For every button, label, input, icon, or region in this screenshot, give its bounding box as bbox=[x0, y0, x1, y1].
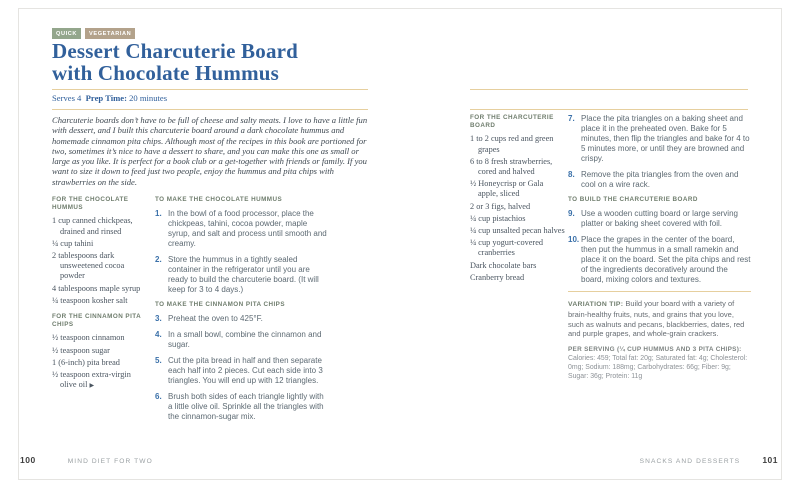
recipe-title-line1: Dessert Charcuterie Board bbox=[52, 39, 299, 63]
step-number: 9. bbox=[568, 209, 575, 219]
per-serving-label: PER SERVING (¼ CUP HUMMUS AND 3 PITA CHIPS): bbox=[568, 346, 742, 354]
step-item bbox=[155, 314, 328, 324]
step-text: In the bowl of a food processor, place the chickpeas, tahini, cocoa powder, maple syrup, and salt and process until smooth and creamy. bbox=[168, 209, 327, 249]
method-header-make-pita-chips: TO MAKE THE CINNAMON PITA CHIPS bbox=[155, 301, 285, 309]
ingredient-item: ½ teaspoon sugar bbox=[52, 345, 110, 355]
variation-tip-text: Build your board with a variety of brain-healthy fruits, nuts, and grains that you love, such as walnuts and pecans, blackberries, dates, red and purple grapes, and whole-grain crackers. bbox=[568, 299, 745, 339]
ingredient-item: ½ teaspoon cinnamon bbox=[52, 333, 125, 343]
recipe-badges bbox=[52, 28, 135, 39]
step-number: 10. bbox=[568, 235, 580, 245]
step-item bbox=[568, 114, 751, 164]
ingredient-text: ½ teaspoon extra-virgin olive oil bbox=[52, 370, 131, 390]
step-number: 5. bbox=[155, 356, 162, 366]
gold-rule-tip bbox=[568, 291, 751, 292]
variation-tip-label: VARIATION TIP: bbox=[568, 301, 624, 309]
method-header-build-board: TO BUILD THE CHARCUTERIE BOARD bbox=[568, 196, 698, 203]
gold-rule-bottom bbox=[52, 109, 368, 110]
ingredient-item bbox=[52, 370, 148, 391]
recipe-intro: Charcuterie boards don’t have to be full of cheese and salty meats. I love to have a little fun with dessert, and I built this charcuterie board around a dark chocolate hummus and homemade cinnamon pita chips. Although most of the recipes in this book are portioned for two, sometimes it’s nice to have a dessert to share, and you can make this one as small or large as you like. It is perfect for a book club or a get-together with friends or family. If you want to size it down to feed just two people, enjoy the hummus and pita chips with strawberries on the side. bbox=[52, 115, 368, 187]
section-header-chocolate-hummus: FOR THE CHOCOLATE HUMMUS bbox=[52, 196, 129, 212]
ingredient-item: ¼ cup yogurt-covered cranberries bbox=[470, 238, 544, 258]
gold-rule-right-top bbox=[470, 89, 748, 90]
per-serving-text: Calories: 459; Total fat: 20g; Saturated fat: 4g; Cholesterol: 0mg; Sodium: 188mg; Carbohydrates: 66g; Fiber: 9g; Sugar: 36g; Protein: 11g bbox=[568, 354, 748, 380]
step-text: Cut the pita bread in half and then separate each half into 2 pieces. Cut each side into 3 triangles. You will end up with 12 triangles. bbox=[168, 356, 323, 386]
right-ingredients-column bbox=[470, 114, 565, 285]
step-item bbox=[155, 209, 328, 249]
section-header-cinnamon-pita-chips: FOR THE CINNAMON PITA CHIPS bbox=[52, 313, 141, 329]
right-method-column bbox=[568, 114, 751, 382]
recipe-title-line2: with Chocolate Hummus bbox=[52, 60, 280, 85]
right-page-number: 101 bbox=[762, 455, 778, 465]
recipe-title bbox=[52, 41, 372, 84]
gold-rule-right-bottom bbox=[470, 109, 748, 110]
serves-label: Serves 4 bbox=[52, 93, 82, 103]
step-text: Use a wooden cutting board or large serving platter or baking sheet covered with foil. bbox=[581, 209, 738, 229]
right-page-footer bbox=[640, 455, 778, 465]
step-item bbox=[155, 392, 328, 422]
ingredient-item: 2 or 3 figs, halved bbox=[470, 201, 531, 211]
left-page-footer bbox=[20, 455, 153, 465]
step-item bbox=[155, 356, 328, 386]
prep-time-value: 20 minutes bbox=[129, 93, 168, 103]
step-text: Brush both sides of each triangle lightly with a little olive oil. Sprinkle all the triangles with the cinnamon-sugar mix. bbox=[168, 392, 324, 422]
left-running-head: MIND DIET FOR TWO bbox=[67, 458, 153, 465]
ingredient-item: 4 tablespoons maple syrup bbox=[52, 283, 141, 293]
ingredient-item: 1 to 2 cups red and green grapes bbox=[470, 134, 554, 154]
left-page-number: 100 bbox=[20, 455, 36, 465]
step-item bbox=[568, 235, 751, 285]
step-number: 2. bbox=[155, 255, 162, 265]
ingredient-item: 1 (6-inch) pita bread bbox=[52, 357, 120, 367]
step-text: In a small bowl, combine the cinnamon and sugar. bbox=[168, 330, 322, 350]
step-text: Remove the pita triangles from the oven and cool on a wire rack. bbox=[581, 170, 739, 189]
ingredient-item: ¼ cup pistachios bbox=[470, 213, 526, 223]
ingredient-item: Cranberry bread bbox=[470, 272, 525, 282]
variation-tip bbox=[568, 299, 751, 339]
step-number: 7. bbox=[568, 114, 575, 123]
ingredient-item: ½ Honeycrisp or Gala apple, sliced bbox=[470, 179, 544, 199]
serves-prep-line bbox=[52, 93, 368, 103]
ingredient-item: 2 tablespoons dark unsweetened cocoa powder bbox=[52, 251, 125, 281]
step-text: Store the hummus in a tightly sealed container in the refrigerator until you are ready to build the charcuterie board. (It will keep for 3 to 4 days.) bbox=[168, 255, 319, 295]
badge-quick: QUICK bbox=[52, 28, 81, 39]
per-serving-info bbox=[568, 346, 751, 382]
step-text: Place the pita triangles on a baking sheet and place it in the preheated oven. Bake for 5 minutes, then flip the triangles and bake for 4 to 5 minutes more, or until they are browned and crispy. bbox=[581, 114, 750, 163]
step-text: Place the grapes in the center of the board, then put the hummus in a small ramekin and place it on the board. Set the pita chips and rest of the ingredients decoratively around the board, mixing colors and textures. bbox=[581, 235, 751, 285]
prep-time-label: Prep Time: bbox=[85, 93, 127, 103]
gold-rule-top bbox=[52, 89, 368, 90]
step-item bbox=[155, 255, 328, 295]
ingredient-item: ¼ cup unsalted pecan halves bbox=[470, 226, 565, 236]
section-header-charcuterie-board: FOR THE CHARCUTERIE BOARD bbox=[470, 114, 554, 130]
step-item bbox=[568, 170, 751, 190]
step-item bbox=[155, 330, 328, 350]
ingredient-item: ¼ cup tahini bbox=[52, 238, 94, 248]
left-ingredients-column bbox=[52, 196, 148, 393]
right-running-head: SNACKS AND DESSERTS bbox=[639, 458, 741, 465]
step-number: 1. bbox=[155, 209, 162, 219]
step-number: 8. bbox=[568, 170, 575, 179]
ingredient-item: 6 to 8 fresh strawberries, cored and halved bbox=[470, 156, 553, 177]
step-text: Preheat the oven to 425°F. bbox=[168, 314, 263, 324]
step-item bbox=[568, 209, 751, 229]
ingredient-item: 1 cup canned chickpeas, drained and rinsed bbox=[52, 216, 133, 236]
continued-arrow-icon: ▶ bbox=[89, 383, 95, 390]
ingredient-item: Dark chocolate bars bbox=[470, 260, 537, 270]
step-number: 6. bbox=[155, 392, 162, 402]
step-number: 4. bbox=[155, 330, 162, 340]
badge-vegetarian: VEGETARIAN bbox=[85, 28, 135, 39]
method-header-make-hummus: TO MAKE THE CHOCOLATE HUMMUS bbox=[155, 196, 283, 203]
ingredient-item: ¼ teaspoon kosher salt bbox=[52, 295, 128, 305]
step-number: 3. bbox=[155, 314, 162, 324]
left-method-column bbox=[155, 196, 328, 428]
